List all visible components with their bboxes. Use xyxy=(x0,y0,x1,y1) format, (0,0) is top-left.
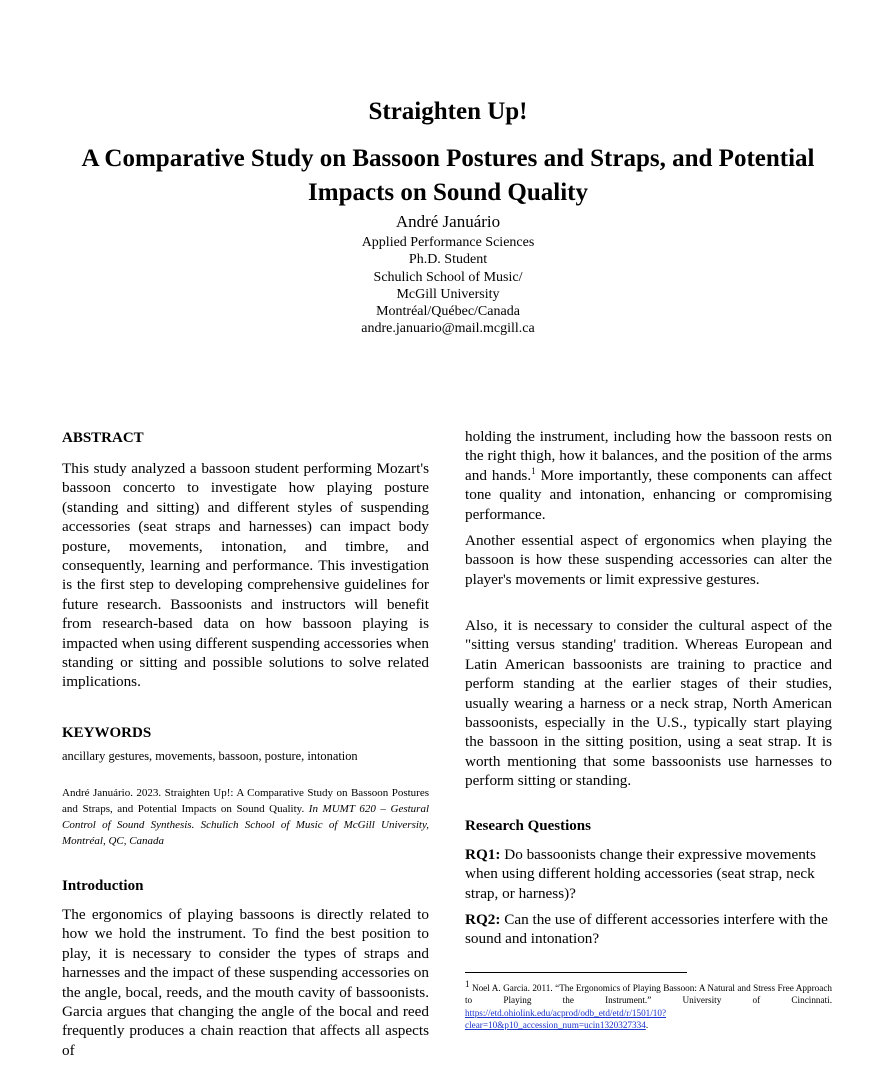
citation-plain: André Januário. 2023. Straighten Up!: A Comparative Study on Bassoon Postures and Straps, and Potential Impacts on Sound Quality. xyxy=(62,787,429,815)
rq2-text: Can the use of different accessories interfere with the sound and intonation? xyxy=(465,911,828,948)
keywords-heading: KEYWORDS xyxy=(62,725,152,741)
intro-text-part: holding the instrument, including how the bassoon rests on the right thigh, how it balances, and the position of the arms and hands. xyxy=(465,428,832,484)
affiliation-line: Schulich School of Music/ xyxy=(373,269,523,285)
footnote-mark: 1 xyxy=(465,978,470,989)
affiliation-line: Applied Performance Sciences xyxy=(361,235,535,250)
keywords-text: ancillary gestures, movements, bassoon, posture, intonation xyxy=(62,749,358,763)
paper-title: Straighten Up! xyxy=(368,98,528,125)
affiliation-line: Montréal/Québec/Canada xyxy=(376,304,520,320)
intro-text-part: More importantly, these components can affect tone quality and intonation, enhancing or compromising performance. xyxy=(465,466,832,523)
rq1 xyxy=(465,845,832,903)
cultural-paragraph: Also, it is necessary to consider the cultural aspect of the "sitting versus standing' tradition. Whereas European and Latin American bassoonists are training to practice and perform standing at the earlier stages of their studies, usually wearing a harness or a neck strap, North American bassoonists, especially in the U.S., typically start playing the bassoon in the sitting position, using a seat strap. It is worth mentioning that some bassoonists use harnesses to perform sitting or standing. xyxy=(465,617,832,790)
research-questions-heading: Research Questions xyxy=(465,818,591,834)
introduction-heading: Introduction xyxy=(62,878,144,894)
acm-reference xyxy=(62,785,429,849)
abstract-heading: ABSTRACT xyxy=(62,430,144,446)
citation-venue: In MUMT 620 – Gestural Control of Sound Synthesis. Schulich School of Music of McGill University, Montréal, QC, Canada xyxy=(62,803,429,847)
footnote-ref[interactable]: 1 xyxy=(531,465,536,476)
footnote-divider xyxy=(465,972,687,973)
rq2 xyxy=(465,910,832,949)
ergonomics-paragraph: Another essential aspect of ergonomics when playing the bassoon is how these suspending accessories can alter the player's movements or limit expressive gestures. xyxy=(465,532,832,588)
footnote-end: . xyxy=(645,1019,649,1030)
rq1-text: Do bassoonists change their expressive movements when using different holding accessories (seat strap, neck strap, or harness)? xyxy=(465,846,816,902)
author-email[interactable]: andre.januario@mail.mcgill.ca xyxy=(361,321,535,337)
abstract-text: This study analyzed a bassoon student performing Mozart's bassoon concerto to investigate how playing posture (standing and sitting) and different styles of suspending accessories (seat straps and harnesses) can impact body posture, movements, intonation, and timbre, and consequently, learning and performance. This investigation is the first step to developing comprehensive guidelines for future research. Bassoonists and instructors will benefit from research-based data on how bassoon playing is impacted when using different suspending accessories when standing or sitting and possible solutions to solve related implications. xyxy=(62,460,429,691)
footnote-link[interactable]: https://etd.ohiolink.edu/acprod/odb_etd/etd/r/1501/10?clear=10&p10_accession_num=ucin1320327334 xyxy=(465,1007,667,1030)
introduction-text: The ergonomics of playing bassoons is directly related to how we hold the instrument. To find the best position to play, it is necessary to consider the types of straps and harnesses and the impact of these suspending accessories on the angle, bocal, reeds, and the mouth cavity of bassoonists. Garcia argues that changing the angle of the bocal and reed frequently produces a chain reaction that affects all aspects of xyxy=(62,906,429,1059)
affiliation-line: McGill University xyxy=(396,286,500,302)
rq1-label: RQ1: xyxy=(465,846,501,863)
author-affiliation xyxy=(0,234,896,338)
footnote-text: Noel A. Garcia. 2011. “The Ergonomics of Playing Bassoon: A Natural and Stress Free Approach to Playing the Instrument.” University of Cincinnati. xyxy=(465,983,832,1006)
intro-paragraph-cont xyxy=(465,427,832,524)
footnote xyxy=(465,978,832,1031)
rq2-label: RQ2: xyxy=(465,911,501,928)
author-name: André Januário xyxy=(395,212,501,231)
affiliation-line: Ph.D. Student xyxy=(408,252,488,268)
paper-subtitle: A Comparative Study on Bassoon Postures and Straps, and Potential Impacts on Sound Quality xyxy=(81,145,815,206)
